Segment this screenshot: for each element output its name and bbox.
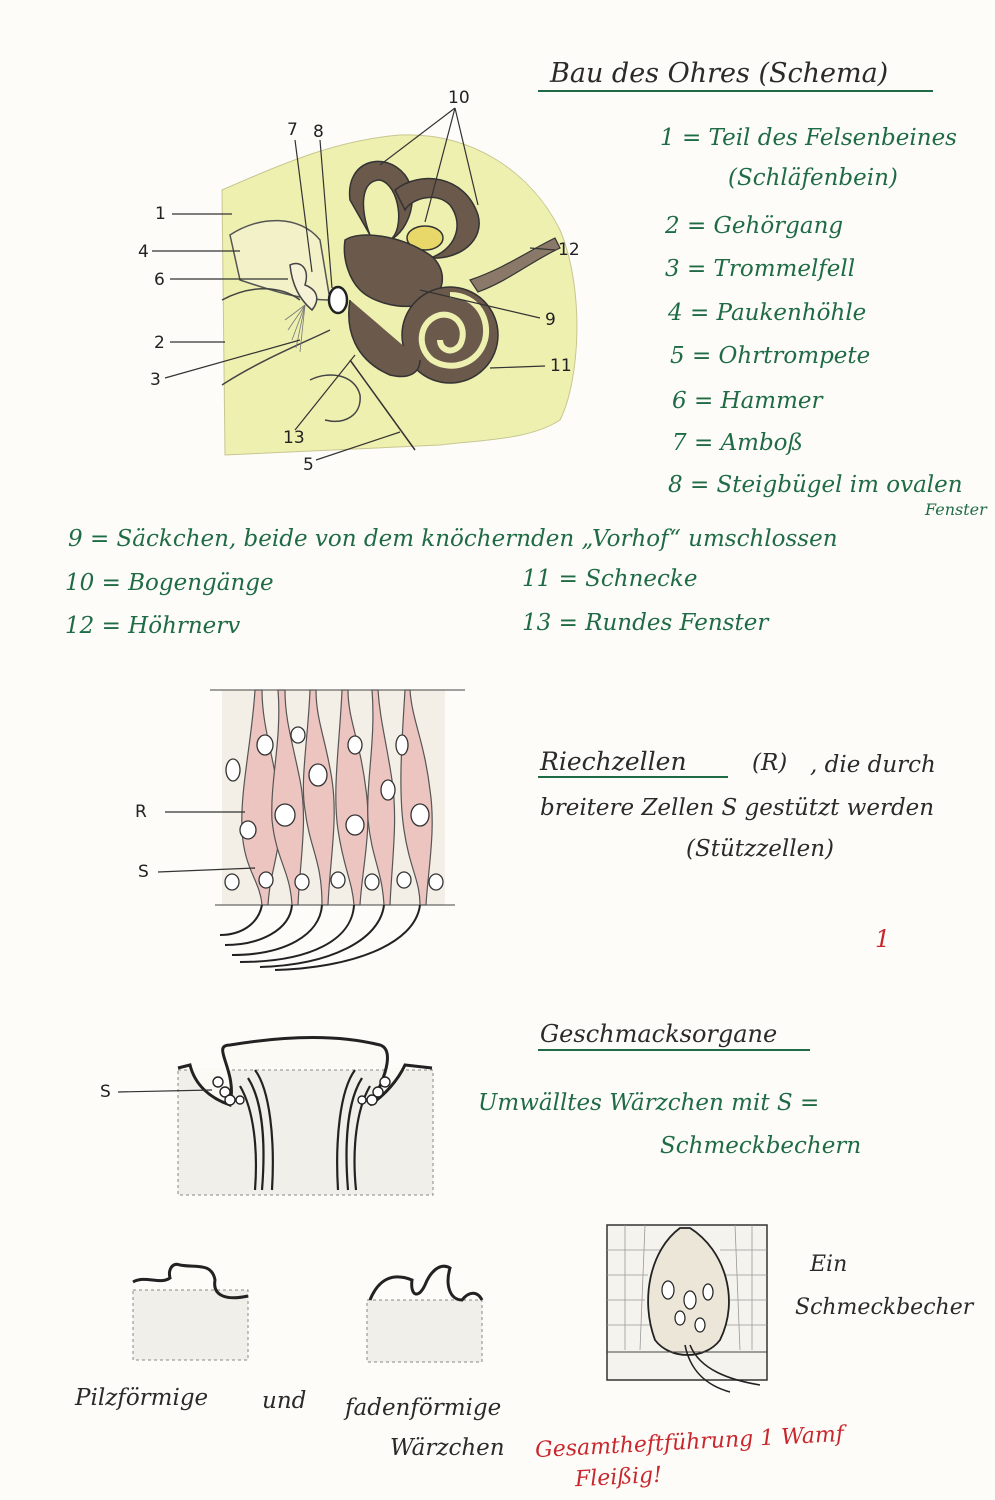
teacher-remark-line1: Gesamtheftführung 1 Wamf — [534, 1421, 845, 1464]
label-s-smell: S — [138, 862, 149, 882]
legend-9: 9 = Säckchen, beide von dem knöchernden „Vorhof“ umschlossen — [68, 526, 838, 552]
ear-label-10: 10 — [448, 88, 470, 108]
cup-line1: Ein — [810, 1252, 848, 1277]
smell-line2: breitere Zellen S gestützt werden — [540, 795, 935, 821]
papillae-line2: Wärzchen — [390, 1435, 505, 1461]
page-mark: 1 — [875, 925, 891, 953]
ear-label-13: 13 — [283, 428, 305, 448]
papillae-line1-a: Pilzförmige — [75, 1385, 209, 1411]
legend-13: 13 = Rundes Fenster — [522, 610, 769, 636]
ear-label-3: 3 — [150, 370, 161, 390]
legend-2: 2 = Gehörgang — [665, 213, 844, 239]
ear-label-9: 9 — [545, 310, 556, 330]
legend-5: 5 = Ohrtrompete — [670, 343, 871, 369]
ear-label-11: 11 — [550, 356, 572, 376]
legend-12: 12 = Höhrnerv — [65, 613, 241, 639]
ear-label-1: 1 — [155, 204, 166, 224]
legend-8b: Fenster — [925, 500, 987, 519]
ear-label-5: 5 — [303, 455, 314, 475]
legend-1: 1 = Teil des Felsenbeines — [660, 125, 957, 151]
legend-6: 6 = Hammer — [672, 388, 823, 414]
smell-r-paren: (R) — [752, 750, 788, 776]
ear-label-4: 4 — [138, 242, 149, 262]
ear-label-8: 8 — [313, 122, 324, 142]
papillae-line1-c: fadenförmige — [345, 1395, 502, 1421]
legend-4: 4 = Paukenhöhle — [668, 300, 867, 326]
ear-title: Bau des Ohres (Schema) — [550, 58, 889, 89]
cup-line2: Schmeckbecher — [795, 1295, 974, 1320]
label-r: R — [135, 802, 147, 822]
ear-label-12: 12 — [558, 240, 580, 260]
teacher-remark-line2: Fleißig! — [574, 1462, 663, 1493]
taste-title: Geschmacksorgane — [540, 1020, 778, 1048]
legend-11: 11 = Schnecke — [522, 566, 698, 592]
legend-10: 10 = Bogengänge — [65, 570, 274, 596]
legend-3: 3 = Trommelfell — [665, 256, 856, 282]
ear-label-2: 2 — [154, 333, 165, 353]
smell-title: Riechzellen — [540, 747, 687, 776]
ear-label-6: 6 — [154, 270, 165, 290]
papillae-line1-b: und — [262, 1388, 307, 1414]
taste-line2: Schmeckbechern — [660, 1133, 862, 1159]
label-s-taste: S — [100, 1082, 111, 1102]
legend-8: 8 = Steigbügel im ovalen — [668, 472, 963, 498]
smell-line3: (Stützzellen) — [686, 836, 834, 862]
smell-line1-rest: , die durch — [810, 752, 936, 778]
legend-7: 7 = Amboß — [672, 430, 803, 456]
ear-label-7: 7 — [287, 120, 298, 140]
legend-1b: (Schläfenbein) — [728, 165, 898, 191]
taste-line1: Umwälltes Wärzchen mit S = — [478, 1090, 820, 1116]
